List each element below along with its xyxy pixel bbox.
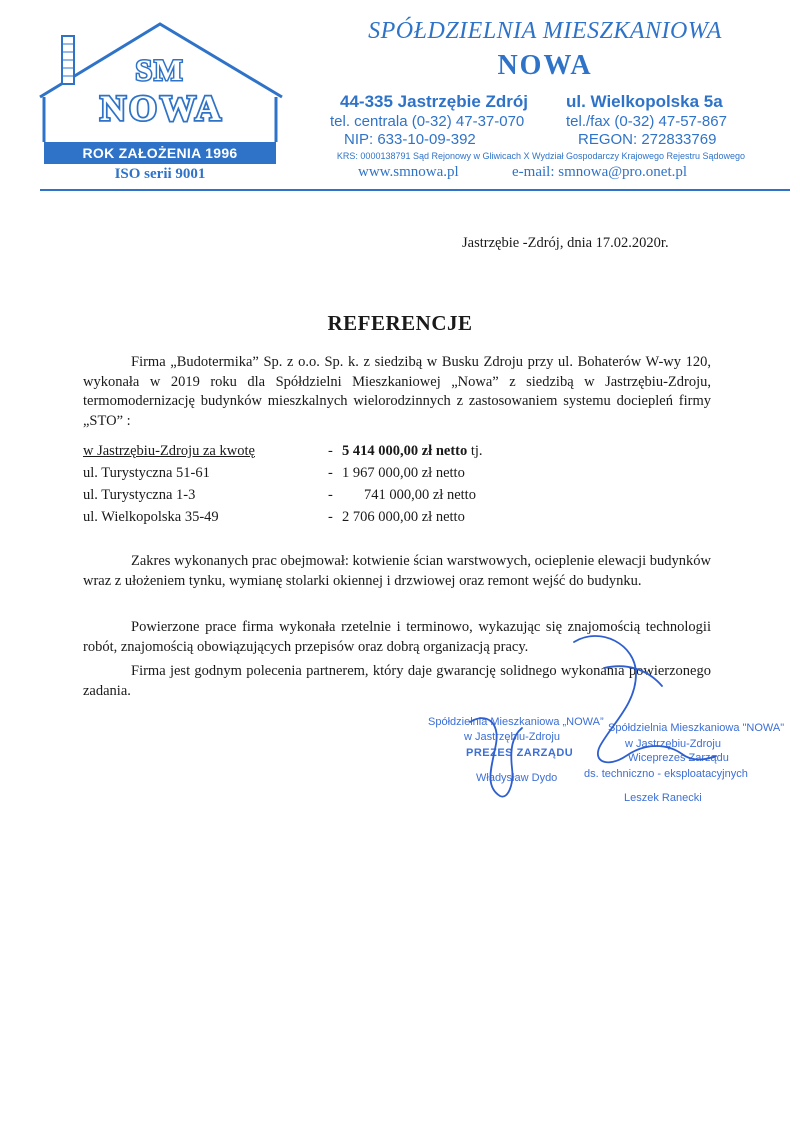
quality-paragraph: Powierzone prace firma wykonała rzetelnie i terminowo, wykazując się znajomością technologii robót, znajomością obowiązujących przepisów oraz dobrą organizacją pracy. — [83, 619, 711, 655]
org-name: SPÓŁDZIELNIA MIESZKANIOWA — [368, 18, 722, 44]
amount-label: ul. Wielkopolska 35-49 — [83, 509, 219, 525]
recommendation-paragraph: Firma jest godnym polecenia partnerem, który daje gwarancję solidnego wykonania powierzonego zadania. — [83, 663, 711, 699]
stamp-right-person: Leszek Ranecki — [624, 792, 702, 804]
intro-paragraph: Firma „Budotermika” Sp. z o.o. Sp. k. z siedzibą w Busku Zdroju przy ul. Bohaterów W-wy 120, wykonała w 2019 roku dla Spółdzielni Mieszkaniowej „Nowa” z siedzibą w Jastrzębiu-Zdroju, termomodernizację budynków mieszkalnych wielorodzinnych z zastosowaniem systemu dociepleń firmy „STO” : — [83, 354, 711, 429]
document-title: REFERENCJE — [327, 311, 473, 335]
logo-text-nowa: NOWA — [99, 88, 225, 128]
amount-label: ul. Turystyczna 51-61 — [83, 465, 210, 481]
amount-dash: - — [328, 443, 333, 459]
header-nip: NIP: 633-10-09-392 — [344, 131, 476, 148]
stamp-right-role: Wiceprezes Zarządu — [628, 752, 729, 764]
amount-label: ul. Turystyczna 1-3 — [83, 487, 196, 503]
amount-suffix: tj. — [467, 443, 483, 459]
amount-value: 741 000,00 zł netto — [364, 487, 476, 503]
stamp-right-city: w Jastrzębiu-Zdroju — [625, 738, 721, 750]
header-city: 44-335 Jastrzębie Zdrój — [340, 92, 529, 111]
scope-paragraph: Zakres wykonanych prac obejmował: kotwienie ścian warstwowych, ocieplenie elewacji budynków wraz z ułożeniem tynku, wymianę stolarki okiennej i drzwiowej oraz remont wejść do budynku. — [83, 553, 711, 589]
amount-dash: - — [328, 487, 333, 503]
amount-dash: - — [328, 465, 333, 481]
stamp-right-department: ds. techniczno - eksploatacyjnych — [584, 768, 748, 780]
header-email[interactable]: e-mail: smnowa@pro.onet.pl — [512, 164, 688, 180]
org-short-name: NOWA — [497, 50, 593, 81]
document-date: Jastrzębie -Zdrój, dnia 17.02.2020r. — [462, 235, 669, 251]
logo-founded-banner: ROK ZAŁOŻENIA 1996 — [44, 142, 276, 164]
amount-dash: - — [328, 509, 333, 525]
company-logo — [36, 20, 286, 142]
header-phone: tel. centrala (0-32) 47-37-070 — [330, 113, 525, 130]
amount-value: 1 967 000,00 zł netto — [342, 465, 465, 481]
header-street: ul. Wielkopolska 5a — [566, 92, 723, 111]
stamp-left-person: Władysław Dydo — [476, 772, 558, 784]
amount-label: w Jastrzębiu-Zdroju za kwotę — [83, 443, 255, 459]
stamp-left-city: w Jastrzębiu-Zdroju — [464, 731, 560, 743]
header-divider — [40, 189, 790, 191]
amount-value: 5 414 000,00 zł netto — [342, 443, 468, 459]
logo-text-sm: SM — [135, 54, 185, 87]
stamp-left-org: Spółdzielnia Mieszkaniowa „NOWA” — [428, 716, 604, 728]
header-fax: tel./fax (0-32) 47-57-867 — [566, 113, 727, 130]
stamp-right-org: Spółdzielnia Mieszkaniowa "NOWA" — [608, 722, 785, 734]
header-regon: REGON: 272833769 — [578, 131, 717, 148]
header-krs: KRS: 0000138791 Sąd Rejonowy w Gliwicach X Wydział Gospodarczy Krajowego Rejestru Sądowego — [336, 151, 746, 161]
stamp-left-role: PREZES ZARZĄDU — [466, 747, 574, 759]
logo-iso-label: ISO serii 9001 — [114, 166, 206, 182]
header-website[interactable]: www.smnowa.pl — [358, 164, 459, 180]
amount-value: 2 706 000,00 zł netto — [342, 509, 465, 525]
